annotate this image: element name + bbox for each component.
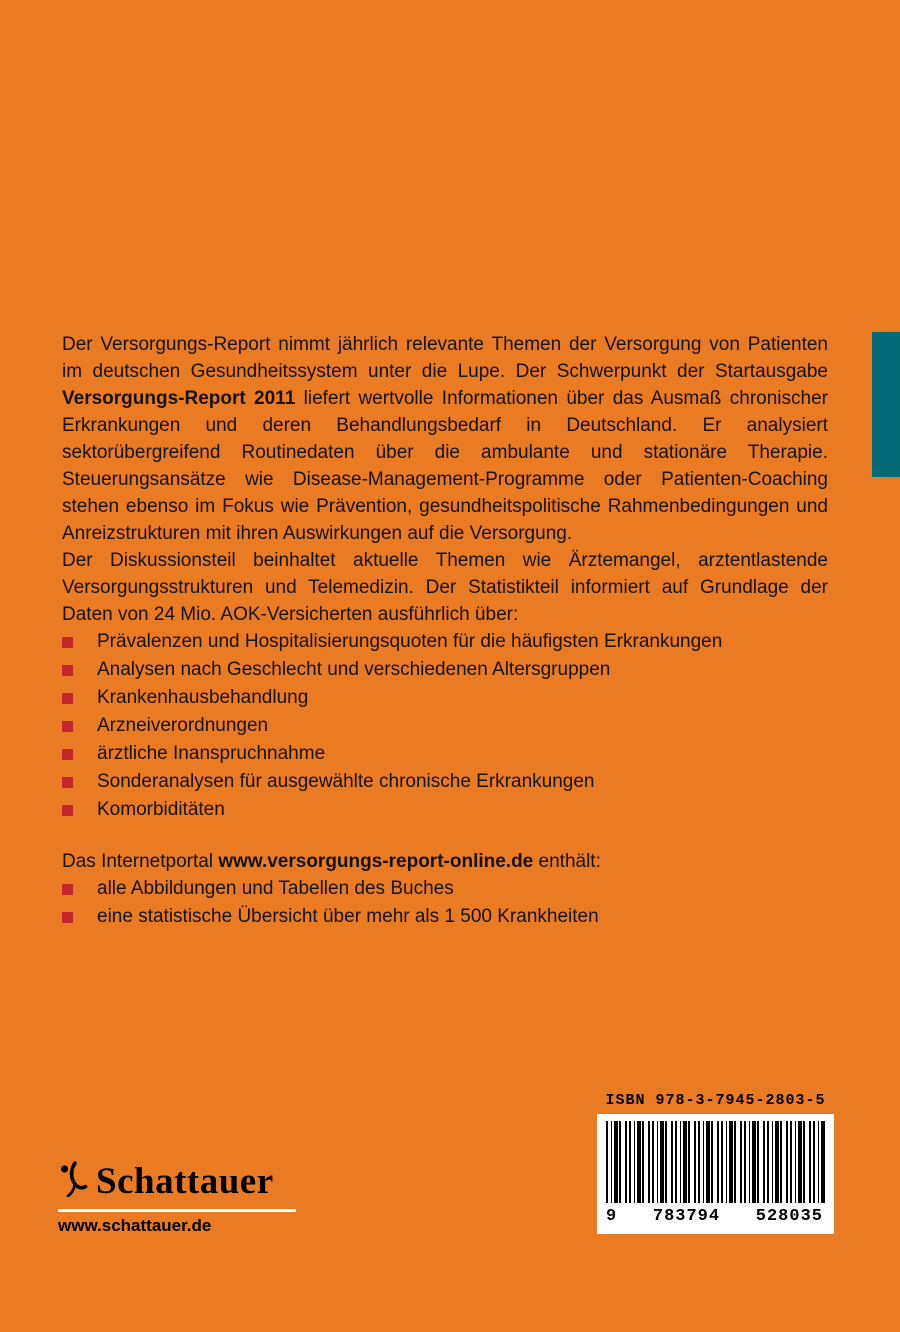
list-item xyxy=(62,903,828,931)
list-item-label: ärztliche Inanspruchnahme xyxy=(97,743,326,764)
publisher-block xyxy=(58,1160,296,1236)
bullet-square-icon xyxy=(62,884,73,895)
bullet-square-icon xyxy=(62,665,73,676)
barcode-block xyxy=(597,1092,834,1234)
barcode-digit-group: 783794 xyxy=(652,1207,721,1226)
list-item xyxy=(62,684,828,712)
publisher-logo-icon xyxy=(58,1161,88,1202)
barcode-digit-group: 528035 xyxy=(755,1207,823,1226)
blurb-text-block xyxy=(62,331,828,931)
list-item-label: Komorbiditäten xyxy=(97,799,225,820)
list-item xyxy=(62,875,828,903)
bullet-square-icon xyxy=(62,749,73,760)
list-item xyxy=(62,740,828,768)
barcode-digits xyxy=(606,1203,825,1226)
portal-prefix: Das Internetportal xyxy=(62,851,219,872)
list-item xyxy=(62,768,828,796)
list-item xyxy=(62,712,828,740)
portal-suffix: enthält: xyxy=(533,851,601,872)
publisher-url: www.schattauer.de xyxy=(58,1216,212,1235)
barcode-bars xyxy=(606,1121,825,1203)
portal-line xyxy=(62,848,828,875)
intro-paragraph-1 xyxy=(62,331,828,547)
list-item-label: Prävalenzen und Hospitalisierungsquoten für die häufigsten Erkrankungen xyxy=(97,631,723,652)
statistics-bullet-list xyxy=(62,628,828,824)
bullet-square-icon xyxy=(62,637,73,648)
list-item xyxy=(62,628,828,656)
barcode-box xyxy=(597,1114,834,1234)
bullet-square-icon xyxy=(62,693,73,704)
list-item xyxy=(62,796,828,824)
list-item-label: alle Abbildungen und Tabellen des Buches xyxy=(97,878,454,899)
publisher-divider xyxy=(58,1209,296,1212)
bullet-square-icon xyxy=(62,805,73,816)
publisher-logo-row xyxy=(58,1160,296,1203)
list-item-label: eine statistische Übersicht über mehr als 1 500 Krankheiten xyxy=(97,906,599,927)
intro-paragraph-1-part1: Der Versorgungs-Report nimmt jährlich relevante Themen der Versorgung von Patienten im deutschen Gesundheitssystem unter die Lupe. Der Schwerpunkt der Startausgabe xyxy=(62,334,828,382)
list-item-label: Sonderanalysen für ausgewählte chronische Erkrankungen xyxy=(97,771,595,792)
barcode-digit-group: 9 xyxy=(606,1207,618,1226)
teal-bleed-tab xyxy=(872,332,900,477)
list-item-label: Analysen nach Geschlecht und verschiedenen Altersgruppen xyxy=(97,659,611,680)
bullet-square-icon xyxy=(62,777,73,788)
portal-bullet-list xyxy=(62,875,828,931)
publisher-name: Schattauer xyxy=(96,1161,274,1202)
list-item xyxy=(62,656,828,684)
isbn-label: ISBN 978-3-7945-2803-5 xyxy=(605,1092,826,1109)
list-item-label: Arzneiverordnungen xyxy=(97,715,269,736)
book-title: Versorgungs-Report 2011 xyxy=(62,388,296,409)
bullet-square-icon xyxy=(62,721,73,732)
bullet-square-icon xyxy=(62,912,73,923)
portal-url: www.versorgungs-report-online.de xyxy=(218,851,534,872)
intro-paragraph-2: Der Diskussionsteil beinhaltet aktuelle Themen wie Ärztemangel, arztentlastende Versorgungsstrukturen und Telemedizin. Der Statistikteil informiert auf Grundlage der Daten von 24 Mio. AOK-Versicherten ausführlich über: xyxy=(62,550,828,625)
intro-paragraph-1-part2: liefert wertvolle Informationen über das Ausmaß chronischer Erkrankungen und deren Behandlungsbedarf in Deutschland. Er analysiert sektorübergreifend Routinedaten über die ambulante und stationäre Therapie. Steuerungsansätze wie Disease-Management-Programme oder Patienten-Coaching stehen ebenso im Fokus wie Prävention, gesundheitspolitische Rahmenbedingungen und Anreizstrukturen mit ihren Auswirkungen auf die Versorgung. xyxy=(62,388,828,544)
list-item-label: Krankenhausbehandlung xyxy=(97,687,309,708)
